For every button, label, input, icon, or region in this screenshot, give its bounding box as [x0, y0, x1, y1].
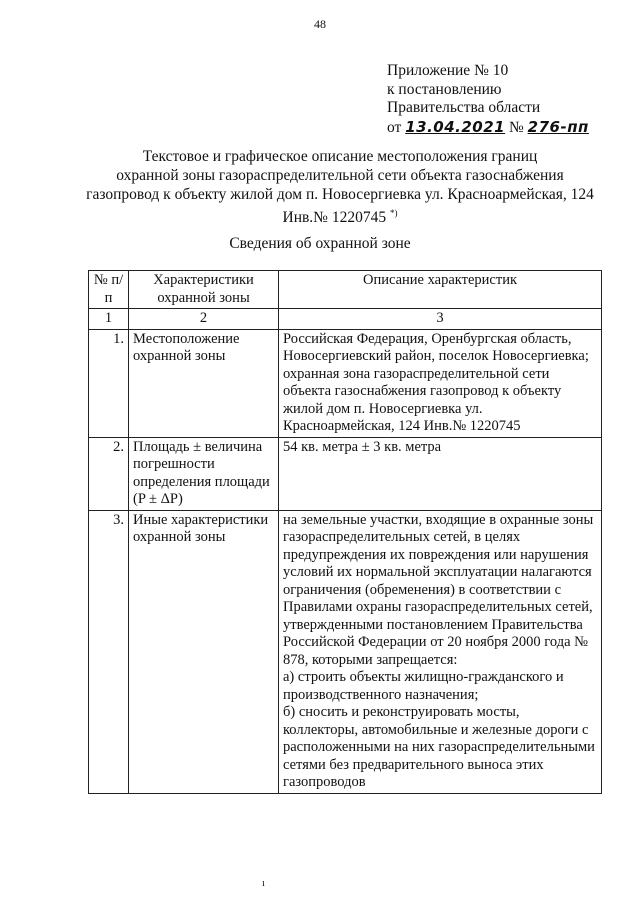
- section-subtitle: Сведения об охранной зоне: [229, 235, 411, 252]
- table-header-row: [89, 271, 602, 309]
- header-num: № п/п: [89, 271, 129, 309]
- title-line-4: [60, 204, 620, 227]
- appendix-line-1: Приложение № 10: [387, 62, 509, 79]
- row-num: 2.: [89, 437, 129, 510]
- header-characteristics: Характеристики охранной зоны: [129, 271, 279, 309]
- row-desc-cell: [279, 510, 602, 793]
- table-row: [89, 437, 602, 510]
- footnote-mark: *): [389, 208, 398, 218]
- inventory-number: Инв.№ 1220745: [282, 209, 387, 227]
- row-name: Местоположение охранной зоны: [129, 329, 279, 437]
- number-prefix: №: [508, 118, 524, 136]
- handwritten-number: 276-пп: [527, 117, 589, 136]
- row-desc: 54 кв. метра ± 3 кв. метра: [279, 437, 602, 510]
- appendix-line-2: к постановлению: [387, 80, 502, 98]
- zone-info-table: [88, 270, 602, 794]
- header-description: Описание характеристик: [279, 271, 602, 309]
- appendix-line-3: Правительства области: [387, 99, 541, 116]
- title-line-3: газопровод к объекту жилой дом п. Новосергиевка ул. Красноармейская, 124: [86, 186, 594, 203]
- table-row: [89, 329, 602, 437]
- row-num: 3.: [89, 510, 129, 793]
- row-desc: Российская Федерация, Оренбургская область, Новосергиевский район, поселок Новосергиевка; охранная зона газораспределительной сети объекта газоснабжения газопровод к объекту жилой дом п. Новосергиевка ул. Красноармейская, 124 Инв.№ 1220745: [279, 329, 602, 437]
- col-number-2: 2: [129, 309, 279, 330]
- col-number-1: 1: [89, 309, 129, 330]
- table-row: [89, 510, 602, 793]
- handwritten-date: 13.04.2021: [405, 117, 506, 136]
- from-prefix: от: [387, 118, 402, 136]
- row-desc-item-b: б) сносить и реконструировать мосты, коллекторы, автомобильные и железные дороги с расположенными на них газораспределительными сетями без предварительного выноса этих газопроводов: [283, 704, 595, 790]
- page-number: 48: [314, 17, 326, 31]
- row-num: 1.: [89, 329, 129, 437]
- title-line-1: Текстовое и графическое описание местоположения границ: [142, 148, 538, 165]
- document-title: [60, 147, 620, 227]
- bottom-mark: ı: [262, 878, 265, 889]
- row-name: Иные характеристики охранной зоны: [129, 510, 279, 793]
- appendix-date-line: [387, 118, 589, 138]
- row-desc-item-a: а) строить объекты жилищно-гражданского и производственного назначения;: [283, 669, 564, 703]
- col-number-3: 3: [279, 309, 602, 330]
- row-name: Площадь ± величина погрешности определения площади (P ± ΔP): [129, 437, 279, 510]
- title-line-2: охранной зоны газораспределительной сети объекта газоснабжения: [116, 167, 564, 184]
- appendix-block: [387, 62, 589, 137]
- column-numbers-row: [89, 309, 602, 330]
- row-desc: на земельные участки, входящие в охранные зоны газораспределительных сетей, в целях предупреждения их повреждения или нарушения условий их нормальной эксплуатации налагаются ограничения (обременения) в соответствии с Правилами охраны газораспределительных сетей, утвержденными постановлением Правительства Российской Федерации от 20 ноября 2000 года № 878, которыми запрещается:: [283, 511, 594, 668]
